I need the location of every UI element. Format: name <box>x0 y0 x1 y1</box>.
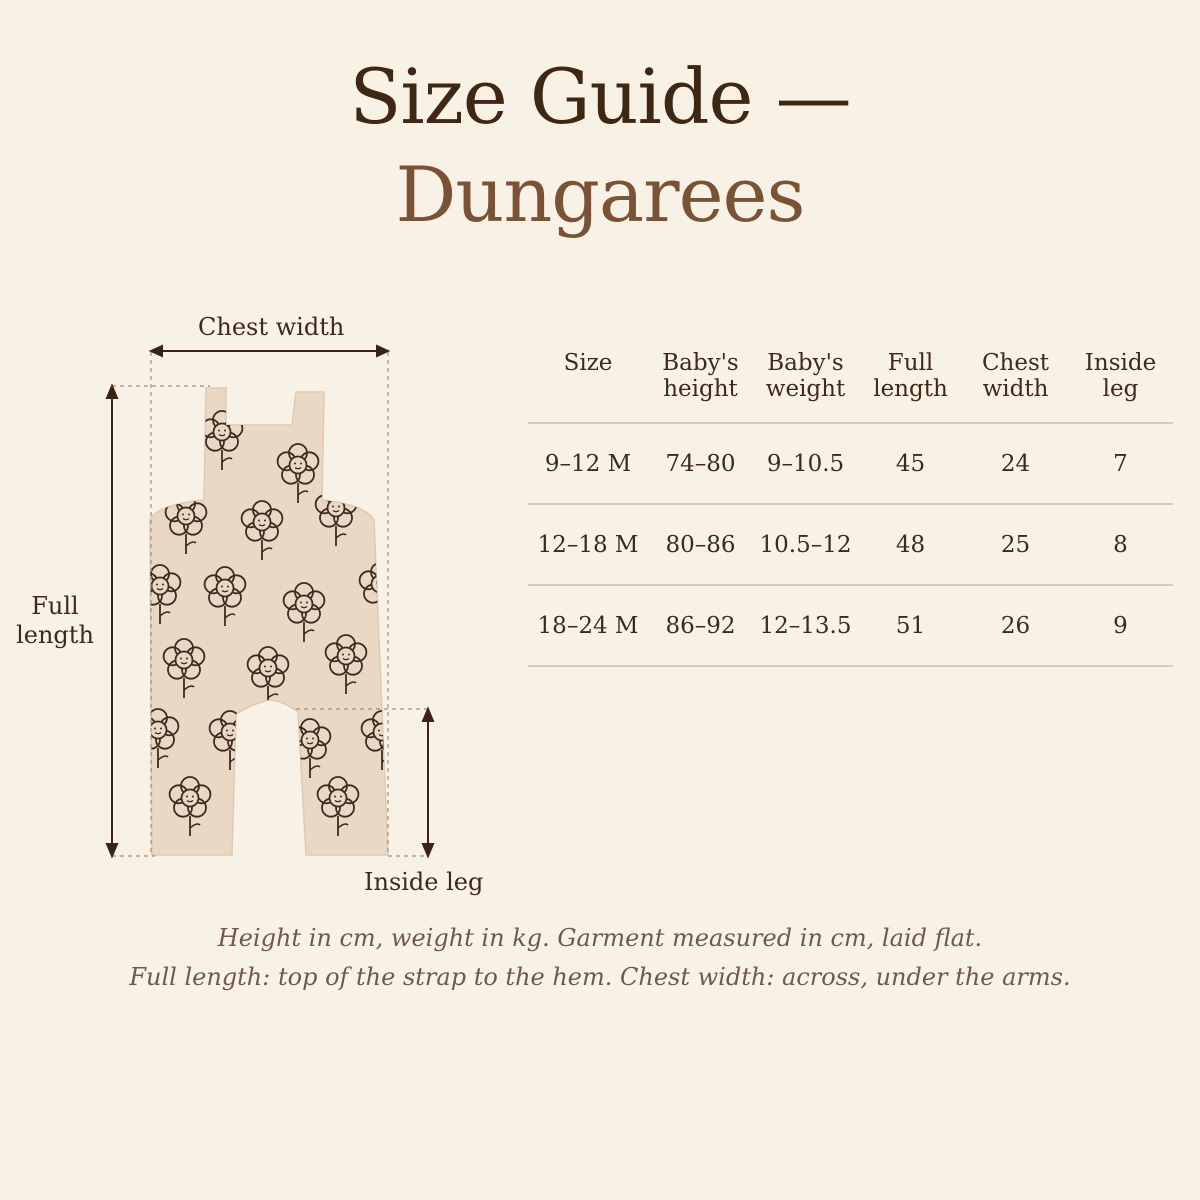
header-chest-width-line2: width <box>982 376 1049 402</box>
header-babys-height-line2: height <box>663 376 738 402</box>
table-header-row <box>528 350 1173 423</box>
header-chest-width <box>963 350 1068 423</box>
header-babys-weight-line1: Baby's <box>767 350 844 376</box>
header-full-length-line2: length <box>873 376 948 402</box>
full-length-arrow <box>107 386 117 856</box>
table-row <box>528 504 1173 585</box>
measurement-note-units: Height in cm, weight in kg. Garment measured in cm, laid flat. <box>217 924 983 952</box>
header-inside-leg <box>1068 350 1173 423</box>
header-inside-leg-line2: leg <box>1102 376 1139 402</box>
header-size-line1: Size <box>563 350 613 376</box>
inside-leg-label: Inside leg <box>364 868 484 896</box>
header-babys-height <box>648 350 753 423</box>
cell-chest-width: 25 <box>963 504 1068 585</box>
cell-full-length: 51 <box>858 585 963 666</box>
inside-leg-arrow <box>423 709 433 856</box>
header-full-length-line1: Full <box>887 350 934 376</box>
table-row <box>528 585 1173 666</box>
cell-size: 18–24 M <box>528 585 648 666</box>
full-length-label-line1: Full <box>31 592 79 620</box>
header-full-length <box>858 350 963 423</box>
cell-inside-leg: 8 <box>1068 504 1173 585</box>
cell-babys-weight: 10.5–12 <box>753 504 858 585</box>
header-babys-weight <box>753 350 858 423</box>
cell-chest-width: 24 <box>963 423 1068 504</box>
cell-inside-leg: 9 <box>1068 585 1173 666</box>
header-inside-leg-line1: Inside <box>1084 350 1157 376</box>
cell-babys-height: 80–86 <box>648 504 753 585</box>
header-size <box>528 350 648 423</box>
page-subtitle: Dungarees <box>395 150 805 239</box>
size-table <box>528 350 1173 667</box>
header-babys-weight-line2: weight <box>765 376 846 402</box>
garment-diagram <box>0 300 520 920</box>
chest-width-arrow <box>151 346 388 356</box>
full-length-label-line2: length <box>16 620 94 649</box>
cell-full-length: 45 <box>858 423 963 504</box>
cell-size: 12–18 M <box>528 504 648 585</box>
cell-size: 9–12 M <box>528 423 648 504</box>
table-row <box>528 423 1173 504</box>
cell-babys-height: 86–92 <box>648 585 753 666</box>
full-length-label <box>10 592 100 650</box>
header-chest-width-line1: Chest <box>981 350 1050 376</box>
page-title: Size Guide — <box>349 52 851 141</box>
cell-inside-leg: 7 <box>1068 423 1173 504</box>
cell-full-length: 48 <box>858 504 963 585</box>
cell-babys-weight: 9–10.5 <box>753 423 858 504</box>
cell-babys-height: 74–80 <box>648 423 753 504</box>
header-babys-height-line1: Baby's <box>662 350 739 376</box>
cell-babys-weight: 12–13.5 <box>753 585 858 666</box>
measurement-note-definitions: Full length: top of the strap to the hem. Chest width: across, under the arms. <box>129 963 1071 991</box>
chest-width-label: Chest width <box>198 313 345 341</box>
cell-chest-width: 26 <box>963 585 1068 666</box>
